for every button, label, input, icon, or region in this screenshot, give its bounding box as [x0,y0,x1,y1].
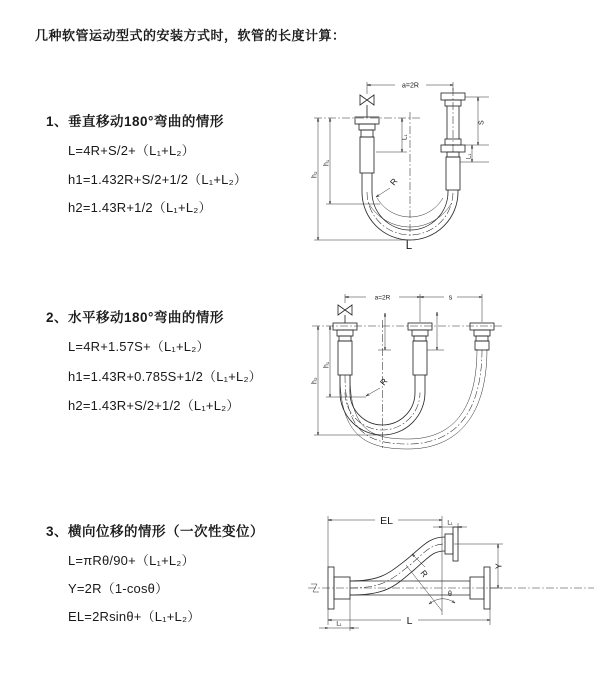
diagram-horizontal-180-bend [308,286,600,474]
radius-label: R [377,376,390,388]
dimension-el [328,515,442,567]
dimension-l1-top [433,521,467,532]
dimension-h1 [324,118,381,204]
dim-label-s: S [478,120,486,125]
section-2-heading: 2、水平移动180°弯曲的情形 [46,310,224,325]
displaced-pipe-fitting [470,323,494,350]
section-3-formula-el: EL=2Rsinθ+（L₁+L₂） [68,609,201,624]
left-pipe-fitting [355,117,379,173]
dim-label-l1: L₁ [401,134,409,140]
dim-label-l: L [406,615,413,627]
dim-label-h1: h₁ [323,361,331,368]
valve-icon [360,95,374,117]
radius-construction [406,516,455,615]
dim-label-l1-top: L₁ [447,520,453,527]
length-label: L [405,240,413,252]
braid-section [338,341,352,375]
dimension-h1 [324,326,367,397]
diagram-vertical-180-bend [308,66,593,264]
section-2-formula-h1: h1=1.43R+0.785S+1/2（L₁+L₂） [68,369,262,384]
radius-label: R [418,568,431,580]
dimension-s [420,295,482,302]
braid-section [475,341,489,350]
diagram-lateral-displacement [302,503,598,665]
radius-label: R [387,176,400,188]
braid-section [413,341,427,375]
dim-label-l1-left: L₁ [336,621,342,628]
left-pipe-fitting [333,323,357,375]
dimension-fitting-right [427,312,444,350]
radius-callout [366,376,389,396]
section-3-formula-y: Y=2R（1-cosθ） [68,581,169,596]
dim-label-h2: h₂ [311,377,319,384]
dimension-fitting-left [378,313,391,350]
dimension-l1-fitting [467,145,473,162]
valve-icon [338,305,352,323]
dim-label-el: EL [380,515,393,527]
middle-pipe-fitting [408,323,432,375]
section-1-formula-h1: h1=1.432R+S/2+1/2（L₁+L₂） [68,172,248,187]
dim-label-s: s [448,294,453,302]
braid-section [446,157,460,190]
dim-label-y: Y [493,563,504,569]
dim-label-a2r: a=2R [374,294,391,302]
section-2-formula-h2: h2=1.43R+S/2+1/2（L₁+L₂） [68,398,240,413]
section-3-formula-l: L=πRθ/90+（L₁+L₂） [68,553,195,568]
dim-label-a2r: a=2R [402,82,419,90]
radius-callout [376,176,399,197]
section-2-formula-l: L=4R+1.57S+（L₁+L₂） [68,339,210,354]
braid-section [360,137,374,173]
section-3-heading: 3、横向位移的情形（一次性变位） [46,524,265,539]
dimension-a2r [345,294,482,322]
dimension-l [328,609,490,627]
theta-label: θ [448,591,452,598]
section-1-formula-l: L=4R+S/2+（L₁+L₂） [68,143,195,158]
dimension-l1-pipe [376,118,409,152]
hose-s-curve [350,537,445,595]
dim-label-h2: h₂ [311,171,319,178]
dim-label-h1: h₁ [323,159,331,166]
hose-u-bend-displaced [340,349,487,449]
section-1-heading: 1、垂直移动180°弯曲的情形 [46,114,224,129]
dimension-l1-left [319,599,359,631]
section-1-formula-h2: h2=1.43R+1/2（L₁+L₂） [68,200,212,215]
dim-label-l1-fitting: L₁ [466,153,473,159]
dimension-a2r [367,82,453,94]
page-title: 几种软管运动型式的安装方式时，软管的长度计算： [35,28,346,43]
